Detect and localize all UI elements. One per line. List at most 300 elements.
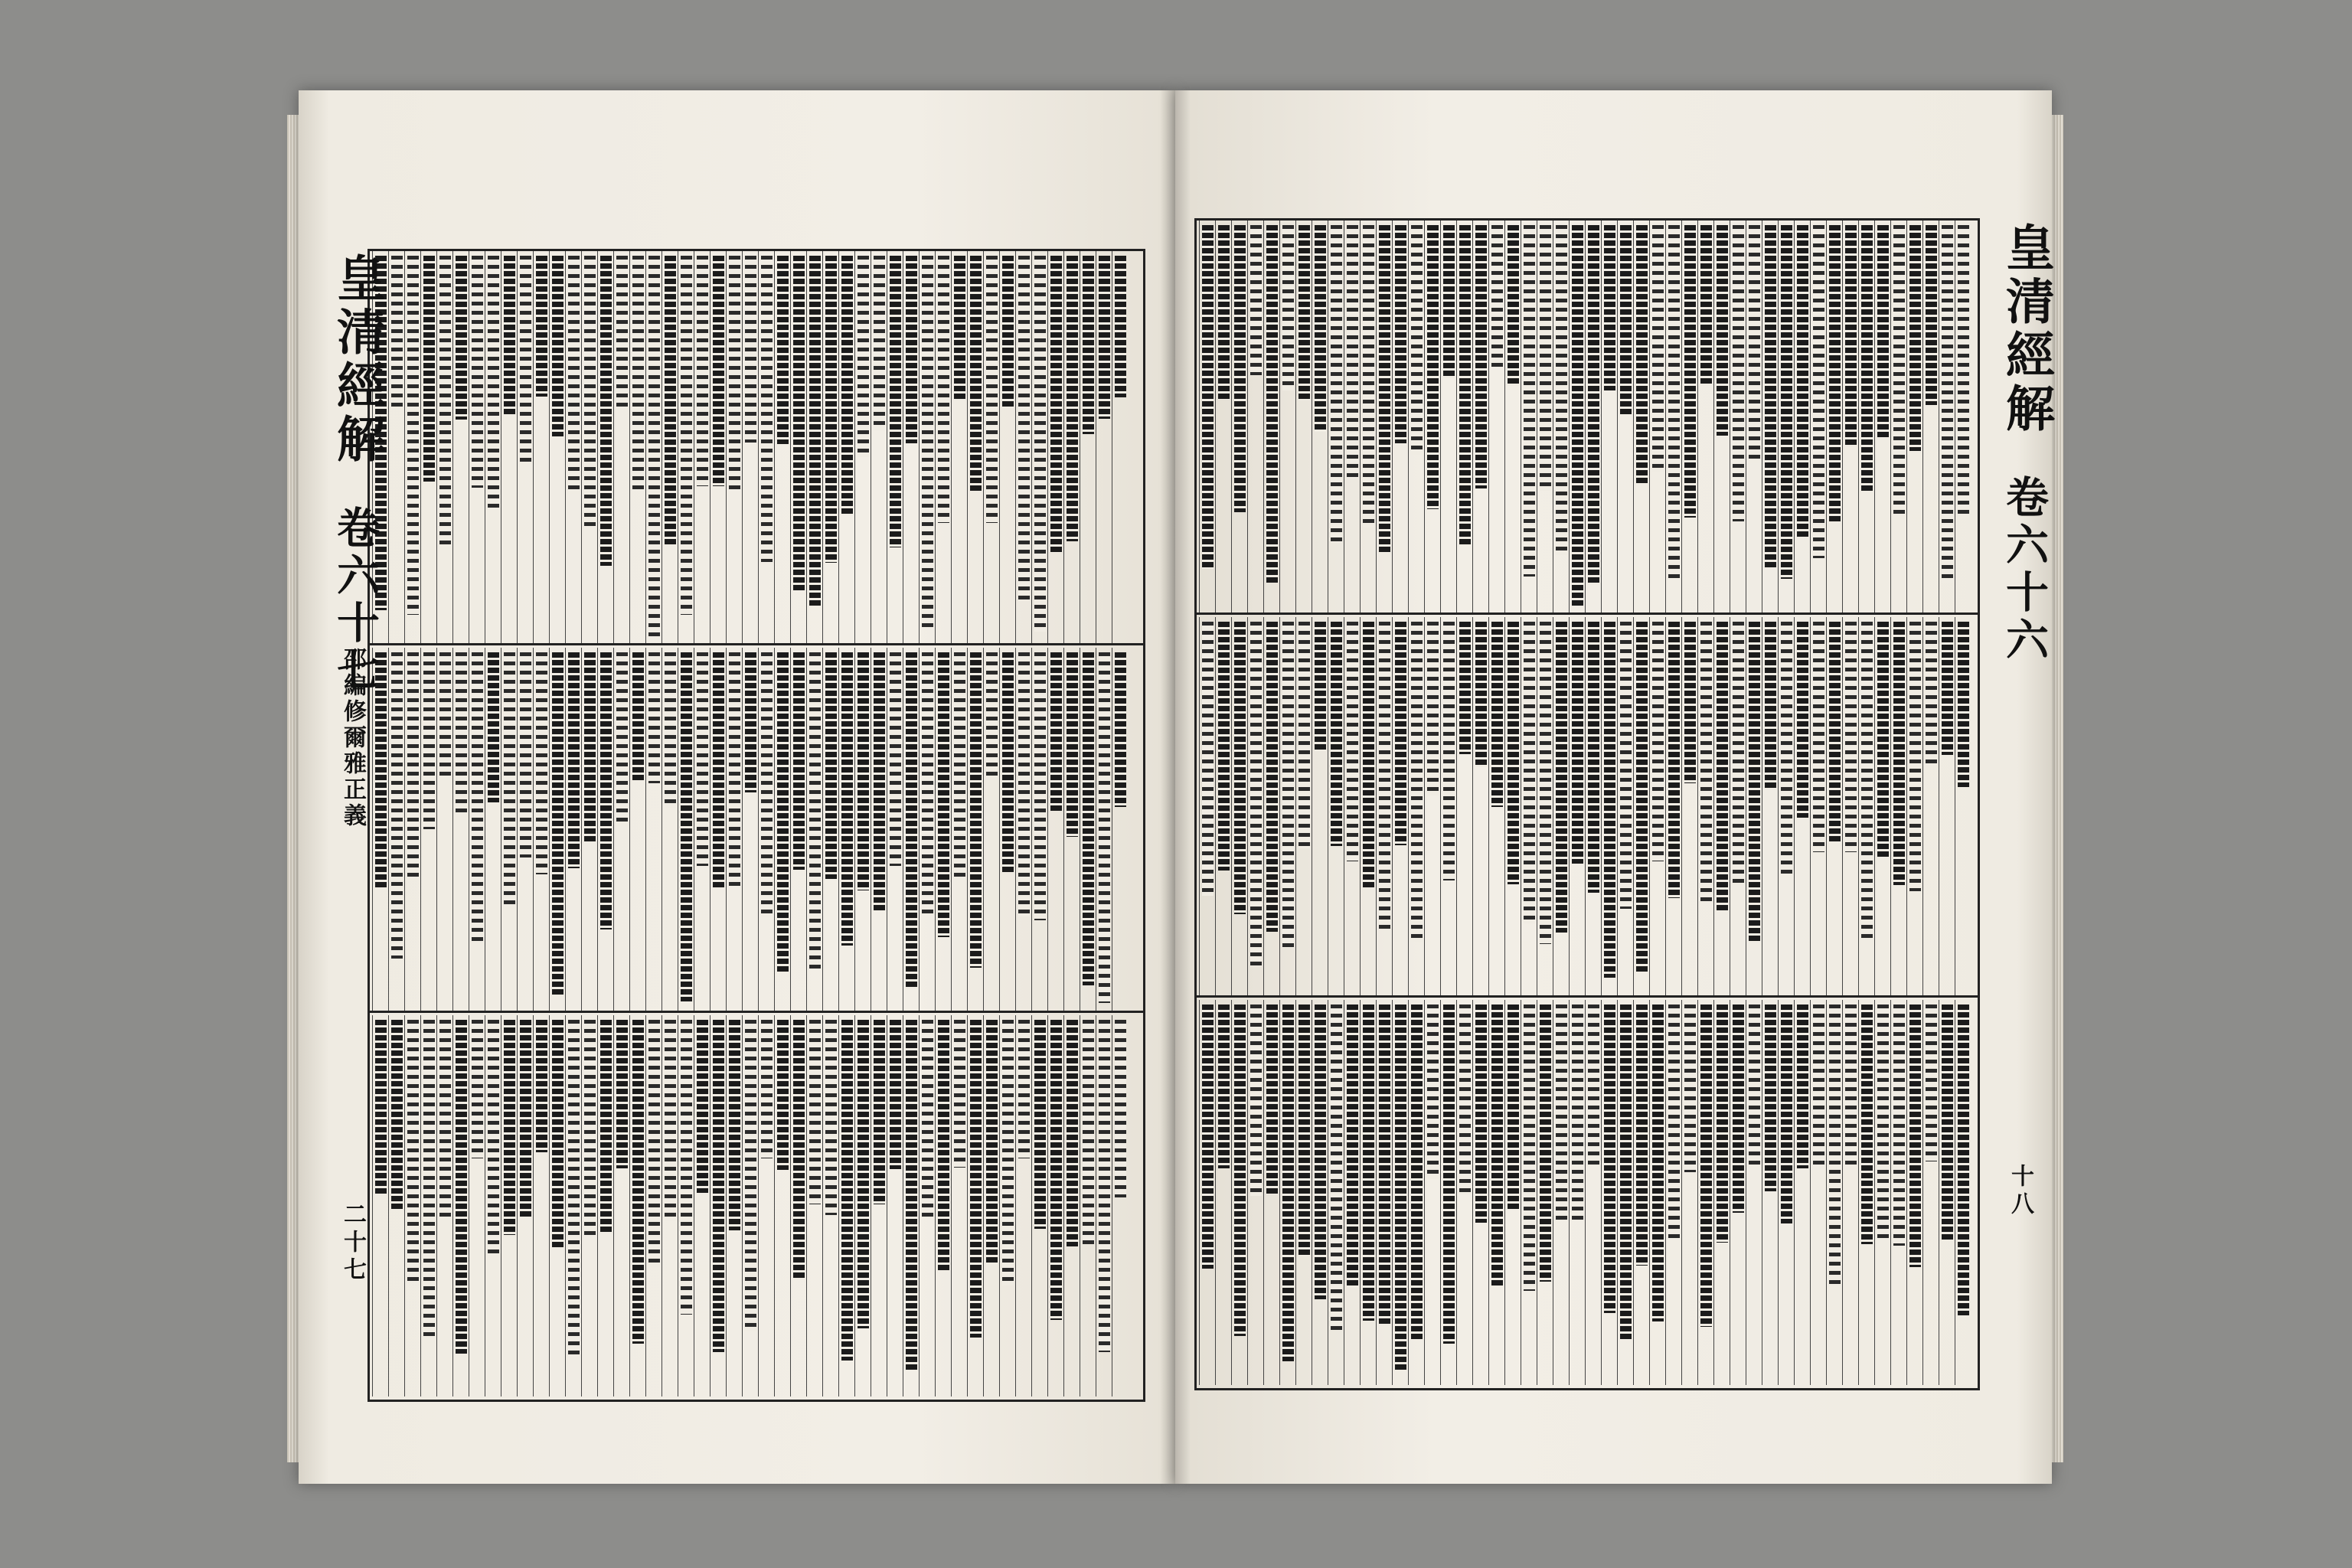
text-column	[1781, 1004, 1792, 1223]
column-rule	[404, 251, 405, 643]
text-column	[697, 1020, 708, 1193]
text-column	[600, 1020, 612, 1232]
text-column	[1347, 1004, 1358, 1288]
text-column	[1636, 622, 1648, 972]
text-column	[1491, 1004, 1503, 1287]
column-rule	[742, 648, 743, 1011]
column-rule	[1199, 1000, 1200, 1385]
text-column	[632, 256, 644, 489]
column-rule	[999, 648, 1000, 1011]
column-rule	[1569, 617, 1570, 996]
text-column	[1002, 652, 1014, 872]
text-column	[1926, 622, 1937, 763]
text-column	[954, 256, 965, 399]
column-rule	[935, 648, 936, 1011]
text-column	[520, 1020, 531, 1217]
column-rule	[1665, 220, 1666, 612]
column-rule	[1408, 220, 1409, 612]
text-column	[423, 652, 435, 829]
column-rule	[1601, 220, 1602, 612]
text-column	[1861, 1004, 1873, 1244]
column-rule	[1376, 1000, 1377, 1385]
text-column	[1298, 225, 1310, 400]
text-column	[1909, 225, 1921, 451]
right-book-title: 皇清經解	[1998, 222, 2055, 436]
column-rule	[1047, 251, 1048, 643]
column-rule	[1424, 220, 1425, 612]
text-column	[1218, 1004, 1230, 1168]
column-rule	[1472, 617, 1473, 996]
column-rule	[806, 1015, 807, 1396]
text-column	[1797, 1004, 1808, 1168]
text-column	[1540, 225, 1551, 491]
text-column	[1250, 622, 1262, 966]
text-column	[472, 1020, 483, 1158]
text-column	[729, 1020, 740, 1230]
text-column	[568, 256, 580, 494]
column-rule	[1279, 617, 1280, 996]
text-column	[423, 256, 435, 482]
text-column	[1395, 1004, 1406, 1371]
column-rule	[613, 648, 614, 1011]
column-rule	[838, 648, 839, 1011]
text-column	[1620, 1004, 1632, 1339]
column-rule	[388, 648, 389, 1011]
column-rule	[1215, 220, 1216, 612]
column-rule	[967, 648, 968, 1011]
column-rule	[790, 251, 791, 643]
text-column	[1427, 622, 1439, 795]
text-column	[1700, 622, 1712, 903]
text-column	[1115, 1020, 1126, 1197]
column-rule	[1874, 617, 1875, 996]
column-rule	[1504, 220, 1505, 612]
text-column	[1845, 622, 1857, 852]
text-column	[1620, 622, 1632, 909]
column-rule	[1031, 251, 1032, 643]
text-column	[938, 652, 949, 937]
column-rule	[452, 251, 453, 643]
column-rule	[436, 648, 437, 1011]
text-column	[1083, 256, 1094, 434]
column-rule	[1263, 220, 1264, 612]
text-column	[906, 1020, 917, 1370]
column-rule	[1890, 1000, 1891, 1385]
text-column	[536, 652, 547, 874]
text-column	[1459, 1004, 1471, 1194]
column-rule	[1424, 1000, 1425, 1385]
text-column	[906, 256, 917, 443]
right-register-divider-1	[1194, 612, 1980, 615]
text-column	[841, 1020, 853, 1361]
text-column	[1475, 225, 1487, 488]
text-column	[1765, 225, 1776, 567]
column-rule	[1408, 617, 1409, 996]
text-column	[1266, 225, 1278, 583]
text-column	[632, 652, 644, 782]
column-rule	[1392, 220, 1393, 612]
text-column	[504, 256, 515, 415]
column-rule	[1408, 1000, 1409, 1385]
column-rule	[822, 251, 823, 643]
text-column	[841, 652, 853, 946]
text-column	[1797, 622, 1808, 818]
column-rule	[726, 251, 727, 643]
text-column	[1202, 1004, 1214, 1269]
column-rule	[1681, 1000, 1682, 1385]
column-rule	[1649, 617, 1650, 996]
column-rule	[629, 251, 630, 643]
text-column	[1331, 225, 1342, 543]
text-column	[1861, 225, 1873, 492]
text-column	[423, 1020, 435, 1338]
text-column	[632, 1020, 644, 1344]
column-rule	[1295, 220, 1296, 612]
text-column	[1218, 622, 1230, 871]
text-column	[825, 652, 837, 879]
column-rule	[967, 251, 968, 643]
text-column	[616, 652, 628, 826]
column-rule	[597, 1015, 598, 1396]
column-rule	[1585, 1000, 1586, 1385]
text-column	[1411, 1004, 1423, 1340]
text-column	[1893, 1004, 1905, 1246]
column-rule	[1601, 617, 1602, 996]
text-column	[584, 1020, 596, 1236]
column-rule	[372, 1015, 373, 1396]
text-column	[1540, 1004, 1551, 1282]
text-column	[1765, 1004, 1776, 1191]
text-column	[970, 256, 982, 491]
column-rule	[1424, 617, 1425, 996]
text-column	[922, 1020, 933, 1218]
column-rule	[420, 251, 421, 643]
text-column	[648, 652, 660, 783]
text-column	[536, 1020, 547, 1152]
text-column	[1717, 622, 1728, 912]
column-rule	[1778, 1000, 1779, 1385]
column-rule	[951, 648, 952, 1011]
left-register-divider-1	[368, 643, 1145, 645]
column-rule	[1392, 617, 1393, 996]
column-rule	[1665, 617, 1666, 996]
text-column	[1347, 225, 1358, 479]
text-column	[986, 652, 998, 776]
text-column	[1018, 256, 1030, 600]
column-rule	[1810, 220, 1811, 612]
column-rule	[1215, 1000, 1216, 1385]
column-rule	[1440, 1000, 1441, 1385]
text-column	[922, 256, 933, 628]
text-column	[1926, 225, 1937, 405]
column-rule	[1015, 251, 1016, 643]
column-rule	[1842, 220, 1843, 612]
text-column	[1315, 622, 1326, 751]
column-rule	[613, 251, 614, 643]
text-column	[970, 1020, 982, 1338]
text-column	[472, 652, 483, 946]
column-rule	[1681, 220, 1682, 612]
text-column	[745, 256, 756, 443]
text-column	[874, 652, 885, 911]
text-column	[1018, 1020, 1030, 1158]
column-rule	[1199, 220, 1200, 612]
text-column	[745, 652, 756, 792]
column-rule	[1794, 617, 1795, 996]
text-column	[1909, 1004, 1921, 1267]
text-column	[970, 652, 982, 968]
column-rule	[806, 648, 807, 1011]
text-column	[681, 256, 692, 615]
column-rule	[404, 1015, 405, 1396]
column-rule	[1456, 617, 1457, 996]
text-column	[1588, 622, 1599, 893]
text-column	[1508, 225, 1519, 386]
column-rule	[1778, 220, 1779, 612]
text-column	[1379, 225, 1390, 554]
text-column	[1067, 256, 1078, 541]
column-rule	[854, 648, 855, 1011]
column-rule	[1063, 648, 1064, 1011]
text-column	[1797, 225, 1808, 538]
text-column	[552, 1020, 564, 1248]
text-column	[1379, 622, 1390, 929]
text-column	[1588, 225, 1599, 585]
text-column	[1508, 1004, 1519, 1209]
text-column	[1749, 1004, 1760, 1168]
column-rule	[1247, 220, 1248, 612]
text-column	[504, 652, 515, 908]
column-rule	[774, 648, 775, 1011]
left-text-frame	[368, 249, 1145, 1402]
left-page-number: 二十七	[339, 1202, 366, 1285]
column-rule	[967, 1015, 968, 1396]
text-column	[391, 652, 403, 959]
text-column	[809, 652, 821, 969]
column-rule	[1376, 220, 1377, 612]
text-column	[1684, 622, 1696, 783]
column-rule	[1810, 617, 1811, 996]
column-rule	[742, 251, 743, 643]
text-column	[809, 256, 821, 607]
text-column	[568, 1020, 580, 1355]
text-column	[1717, 225, 1728, 436]
text-column	[1877, 225, 1889, 438]
text-column	[1475, 1004, 1487, 1223]
text-column	[1668, 622, 1680, 898]
column-rule	[1488, 1000, 1489, 1385]
text-column	[1202, 622, 1214, 896]
column-rule	[1047, 648, 1048, 1011]
column-rule	[645, 648, 646, 1011]
text-column	[1829, 225, 1841, 524]
column-rule	[1440, 617, 1441, 996]
text-column	[1524, 225, 1535, 577]
text-column	[761, 652, 773, 917]
text-column	[536, 256, 547, 397]
column-rule	[1665, 1000, 1666, 1385]
text-column	[1733, 225, 1744, 521]
text-column	[793, 652, 805, 870]
text-column	[1877, 1004, 1889, 1239]
text-column	[1266, 1004, 1278, 1194]
text-column	[391, 256, 403, 407]
column-rule	[838, 1015, 839, 1396]
column-rule	[565, 1015, 566, 1396]
text-column	[1347, 622, 1358, 861]
text-column	[1034, 256, 1046, 632]
text-column	[1315, 1004, 1326, 1299]
column-rule	[854, 251, 855, 643]
text-column	[600, 256, 612, 566]
text-column	[1942, 622, 1953, 755]
text-column	[456, 1020, 467, 1354]
column-rule	[1231, 1000, 1232, 1385]
text-column	[520, 652, 531, 858]
text-column	[1636, 1004, 1648, 1266]
column-rule	[919, 1015, 920, 1396]
column-rule	[452, 648, 453, 1011]
column-rule	[1360, 1000, 1361, 1385]
text-column	[1942, 1004, 1953, 1240]
column-rule	[372, 648, 373, 1011]
text-column	[1893, 225, 1905, 515]
text-column	[1050, 652, 1062, 811]
text-column	[1572, 622, 1583, 864]
text-column	[439, 1020, 451, 1221]
column-rule	[1697, 617, 1698, 996]
text-column	[1250, 225, 1262, 375]
column-rule	[1922, 1000, 1923, 1385]
text-column	[1813, 225, 1824, 558]
text-column	[1781, 225, 1792, 579]
column-rule	[1713, 617, 1714, 996]
column-rule	[565, 251, 566, 643]
column-rule	[1922, 220, 1923, 612]
text-column	[986, 256, 998, 523]
text-column	[616, 256, 628, 410]
text-column	[858, 1020, 869, 1328]
column-rule	[1504, 617, 1505, 996]
text-column	[600, 652, 612, 929]
text-column	[1083, 1020, 1094, 1244]
text-column	[1733, 1004, 1744, 1213]
column-rule	[629, 648, 630, 1011]
column-rule	[1199, 617, 1200, 996]
text-column	[954, 1020, 965, 1168]
column-rule	[1295, 617, 1296, 996]
column-rule	[1922, 617, 1923, 996]
column-rule	[1504, 1000, 1505, 1385]
text-column	[552, 256, 564, 436]
text-column	[1700, 225, 1712, 386]
column-rule	[1031, 1015, 1032, 1396]
text-column	[504, 1020, 515, 1235]
column-rule	[790, 648, 791, 1011]
text-column	[1588, 1004, 1599, 1166]
column-rule	[1231, 617, 1232, 996]
text-column	[1234, 622, 1246, 914]
text-column	[1652, 622, 1664, 861]
text-column	[1002, 256, 1014, 408]
right-register-divider-2	[1194, 995, 1980, 998]
text-column	[681, 652, 692, 1001]
text-column	[1556, 622, 1567, 933]
column-rule	[549, 251, 550, 643]
text-column	[1234, 225, 1246, 512]
column-rule	[1617, 1000, 1618, 1385]
text-column	[681, 1020, 692, 1315]
text-column	[1733, 622, 1744, 885]
text-column	[1363, 225, 1374, 528]
column-rule	[774, 1015, 775, 1396]
text-column	[825, 1020, 837, 1215]
text-column	[1331, 622, 1342, 846]
text-column	[520, 256, 531, 465]
column-rule	[549, 648, 550, 1011]
text-column	[1926, 1004, 1937, 1161]
text-column	[1620, 225, 1632, 414]
text-column	[1556, 1004, 1567, 1221]
text-column	[1266, 622, 1278, 932]
text-column	[1604, 225, 1615, 390]
text-column	[1363, 622, 1374, 887]
column-rule	[1858, 1000, 1859, 1385]
text-column	[729, 256, 740, 489]
text-column	[1491, 622, 1503, 807]
column-rule	[1713, 220, 1714, 612]
column-rule	[1681, 617, 1682, 996]
column-rule	[597, 648, 598, 1011]
column-rule	[838, 251, 839, 643]
text-column	[986, 1020, 998, 1265]
text-column	[552, 652, 564, 997]
text-column	[1958, 622, 1969, 787]
column-rule	[919, 251, 920, 643]
column-rule	[1247, 1000, 1248, 1385]
text-column	[488, 256, 499, 513]
right-page-number: 十八	[2007, 1164, 2034, 1219]
column-rule	[951, 251, 952, 643]
column-rule	[790, 1015, 791, 1396]
text-column	[1427, 1004, 1439, 1179]
text-column	[874, 1020, 885, 1204]
column-rule	[999, 251, 1000, 643]
column-rule	[452, 1015, 453, 1396]
column-rule	[1392, 1000, 1393, 1385]
column-rule	[1858, 617, 1859, 996]
book-gutter	[1160, 90, 1191, 1484]
column-rule	[1360, 220, 1361, 612]
text-column	[1443, 225, 1455, 378]
text-column	[1668, 1004, 1680, 1238]
text-column	[697, 652, 708, 866]
column-rule	[517, 1015, 518, 1396]
text-column	[1099, 256, 1110, 419]
column-rule	[1826, 1000, 1827, 1385]
text-column	[1845, 225, 1857, 445]
right-text-frame	[1194, 218, 1980, 1390]
text-column	[906, 652, 917, 988]
column-rule	[533, 251, 534, 643]
column-rule	[1456, 1000, 1457, 1385]
column-rule	[1376, 617, 1377, 996]
column-rule	[1063, 1015, 1064, 1396]
column-rule	[1015, 648, 1016, 1011]
text-column	[697, 256, 708, 486]
column-rule	[388, 1015, 389, 1396]
column-rule	[1906, 617, 1907, 996]
